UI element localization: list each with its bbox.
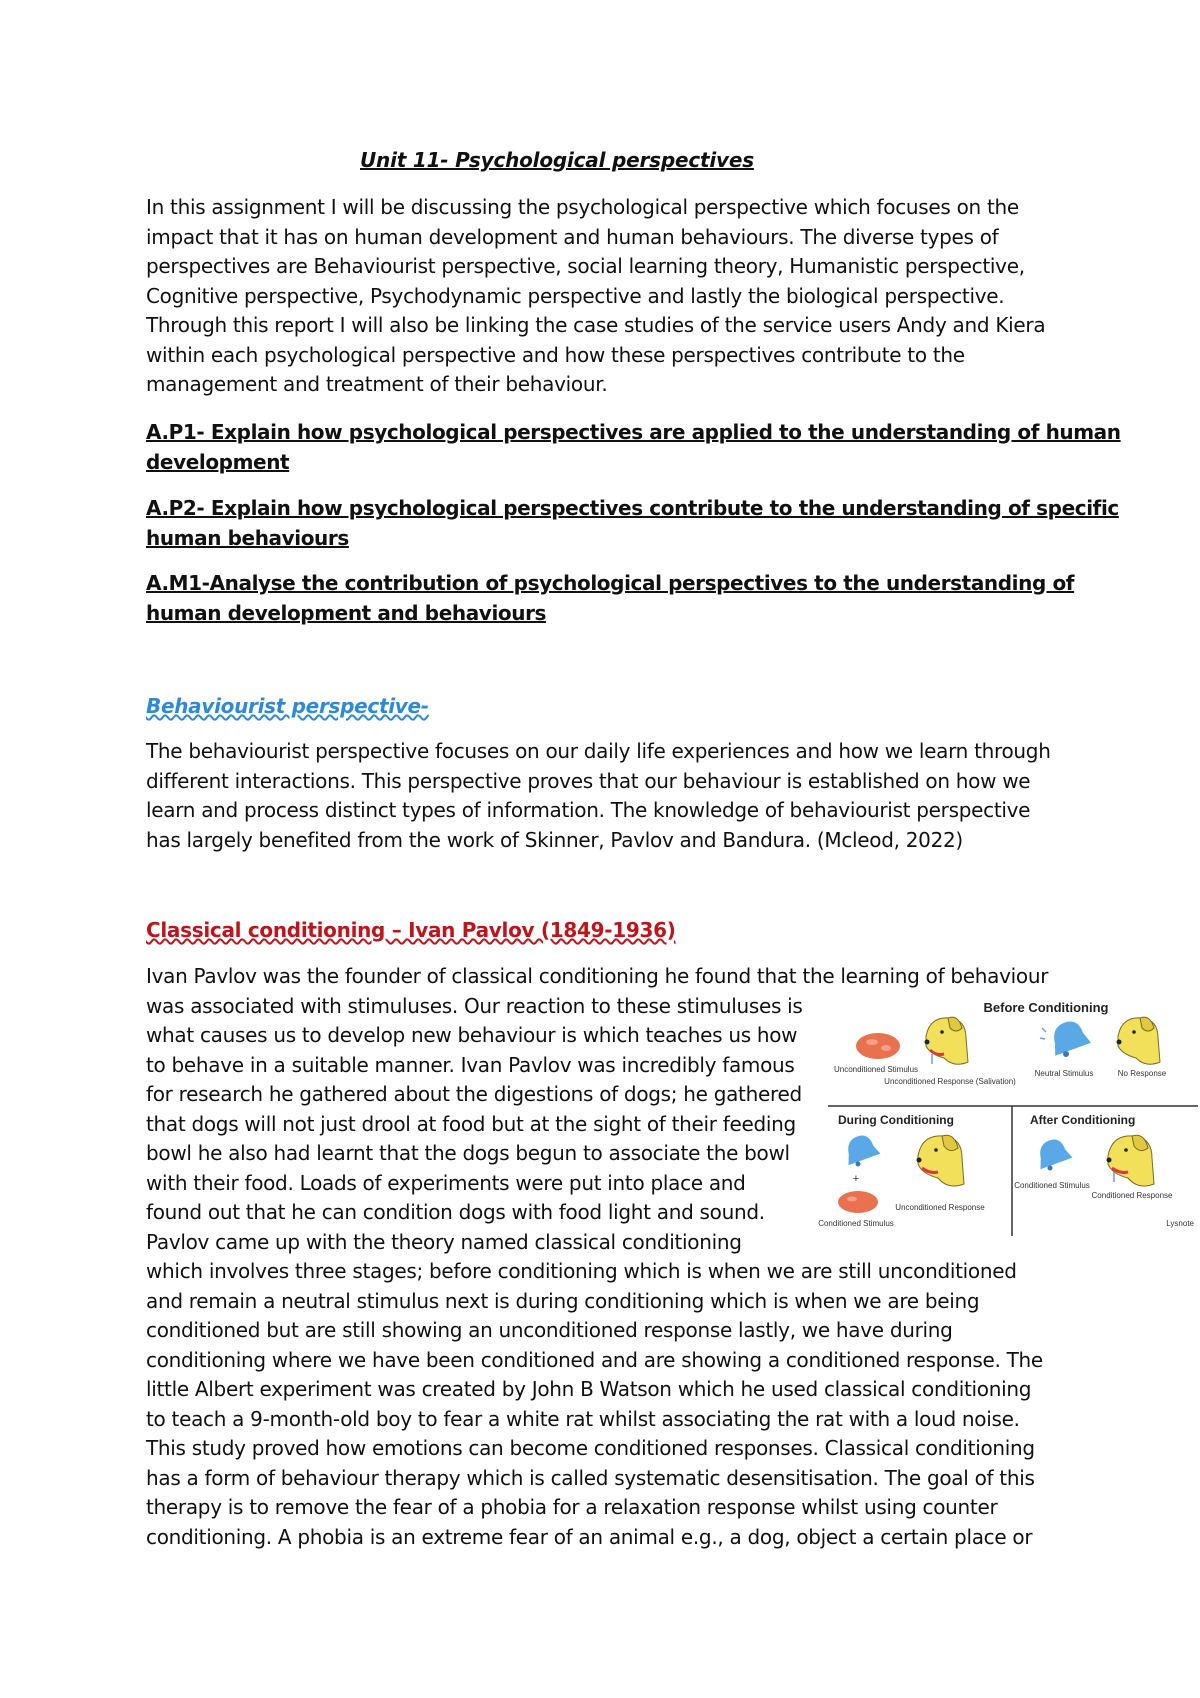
text-line: The behaviourist perspective focuses on our daily life experiences and how we learn through	[146, 739, 1051, 763]
text-line: which involves three stages; before conditioning which is when we are still unconditioned	[146, 1259, 1017, 1283]
text-line: has a form of behaviour therapy which is called systematic desensitisation. The goal of this	[146, 1465, 1035, 1490]
text-line: impact that it has on human development and human behaviours. The diverse types of	[146, 224, 999, 249]
plus-sign: +	[852, 1173, 860, 1185]
neutral-stimulus-label: Neutral Stimulus	[1034, 1069, 1094, 1078]
figure-credit: Lysnote	[1166, 1219, 1194, 1228]
bell-icon	[840, 1131, 880, 1166]
after-conditioning-label: After Conditioning	[1030, 1113, 1136, 1127]
text-line: little Albert experiment was created by John B Watson which he used classical conditioning	[146, 1377, 1032, 1401]
text-line: that dogs will not just drool at food but at the sight of their feeding	[146, 1111, 796, 1136]
text-line: found out that he can condition dogs with food light and sound.	[146, 1200, 765, 1224]
conditioned-stimulus-label: Conditioned Stimulus	[818, 1219, 894, 1228]
text-line: therapy is to remove the fear of a phobia for a relaxation response whilst using counter	[146, 1495, 998, 1519]
criterion-line: A.P2- Explain how psychological perspectives contribute to the understanding of specific	[146, 496, 1119, 520]
classical-conditioning-figure	[818, 988, 1200, 1238]
during-conditioning-label: During Conditioning	[838, 1113, 954, 1127]
unconditioned-stimulus-label: Unconditioned Stimulus	[833, 1065, 919, 1074]
text-line: with their food. Loads of experiments were put into place and	[146, 1170, 746, 1195]
conditioned-response-label: Conditioned Response	[1091, 1191, 1173, 1200]
bell-icon	[1032, 1135, 1072, 1170]
text-line: This study proved how emotions can become conditioned responses. Classical conditioning	[146, 1436, 1035, 1460]
criterion-line: human development and behaviours	[146, 600, 547, 625]
food-icon	[838, 1191, 878, 1213]
document-title: Unit 11- Psychological perspectives	[360, 148, 754, 172]
unconditioned-response-salivation-label: Unconditioned Response (Salivation)	[884, 1077, 1016, 1086]
behaviourist-heading: Behaviourist perspective-	[146, 694, 429, 718]
criterion-ap2	[146, 494, 1119, 553]
food-icon	[856, 1033, 900, 1059]
dog-drooling-icon	[917, 1135, 965, 1186]
criterion-line: human behaviours	[146, 525, 349, 550]
dog-drooling-icon	[1107, 1135, 1155, 1186]
text-line: within each psychological perspective and how these perspectives contribute to the	[146, 342, 965, 367]
criterion-line: A.M1-Analyse the contribution of psychological perspectives to the understanding of	[146, 571, 1075, 595]
text-line: to teach a 9-month-old boy to fear a white rat whilst associating the rat with a loud noise.	[146, 1406, 1020, 1431]
text-line: and remain a neutral stimulus next is during conditioning which is when we are being	[146, 1288, 980, 1313]
bell-icon	[1040, 1016, 1091, 1057]
unconditioned-response-label: Unconditioned Response	[895, 1203, 985, 1212]
classical-conditioning-heading: Classical conditioning – Ivan Pavlov (1849-1936)	[146, 918, 676, 942]
text-line: what causes us to develop new behaviour is which teaches us how	[146, 1023, 798, 1047]
text-line: Ivan Pavlov was the founder of classical conditioning he found that the learning of behaviour	[146, 964, 1049, 988]
text-line: conditioning. A phobia is an extreme fear of an animal e.g., a dog, object a certain place or	[146, 1524, 1033, 1549]
text-line: Pavlov came up with the theory named classical conditioning	[146, 1229, 742, 1254]
text-line: perspectives are Behaviourist perspective, social learning theory, Humanistic perspective,	[146, 254, 1025, 278]
text-line: Cognitive perspective, Psychodynamic perspective and lastly the biological perspective.	[146, 283, 1005, 308]
criterion-am1	[146, 569, 1076, 628]
text-line: conditioning where we have been conditioned and are showing a conditioned response. The	[146, 1347, 1043, 1372]
criterion-line: A.P1- Explain how psychological perspectives are applied to the understanding of human	[146, 420, 1121, 444]
text-line: different interactions. This perspective proves that our behaviour is established on how we	[146, 768, 1031, 793]
text-line: conditioned but are still showing an unconditioned response lastly, we have during	[146, 1318, 953, 1342]
conditioned-stimulus-label: Conditioned Stimulus	[1014, 1181, 1090, 1190]
behaviourist-paragraph	[146, 737, 1076, 855]
text-line: In this assignment I will be discussing the psychological perspective which focuses on the	[146, 195, 1019, 219]
criterion-ap1	[146, 418, 1121, 477]
dog-drooling-icon	[925, 1017, 969, 1064]
before-conditioning-label: Before Conditioning	[983, 1000, 1109, 1015]
text-line: for research he gathered about the digestions of dogs; he gathered	[146, 1082, 802, 1106]
text-line: bowl he also had learnt that the dogs begun to associate the bowl	[146, 1141, 790, 1165]
dog-icon	[1117, 1017, 1161, 1064]
text-line: learn and process distinct types of information. The knowledge of behaviourist perspective	[146, 798, 1031, 822]
conditioning-diagram	[818, 988, 1200, 1238]
intro-paragraph	[146, 193, 1076, 400]
text-line: to behave in a suitable manner. Ivan Pavlov was incredibly famous	[146, 1052, 795, 1077]
no-response-label: No Response	[1117, 1069, 1167, 1078]
criterion-line: development	[146, 449, 290, 474]
text-line: management and treatment of their behaviour.	[146, 372, 608, 396]
text-line: was associated with stimuluses. Our reaction to these stimuluses is	[146, 993, 803, 1018]
text-line: Through this report I will also be linking the case studies of the service users Andy and Kiera	[146, 313, 1046, 337]
text-line: has largely benefited from the work of Skinner, Pavlov and Bandura. (Mcleod, 2022)	[146, 827, 963, 852]
